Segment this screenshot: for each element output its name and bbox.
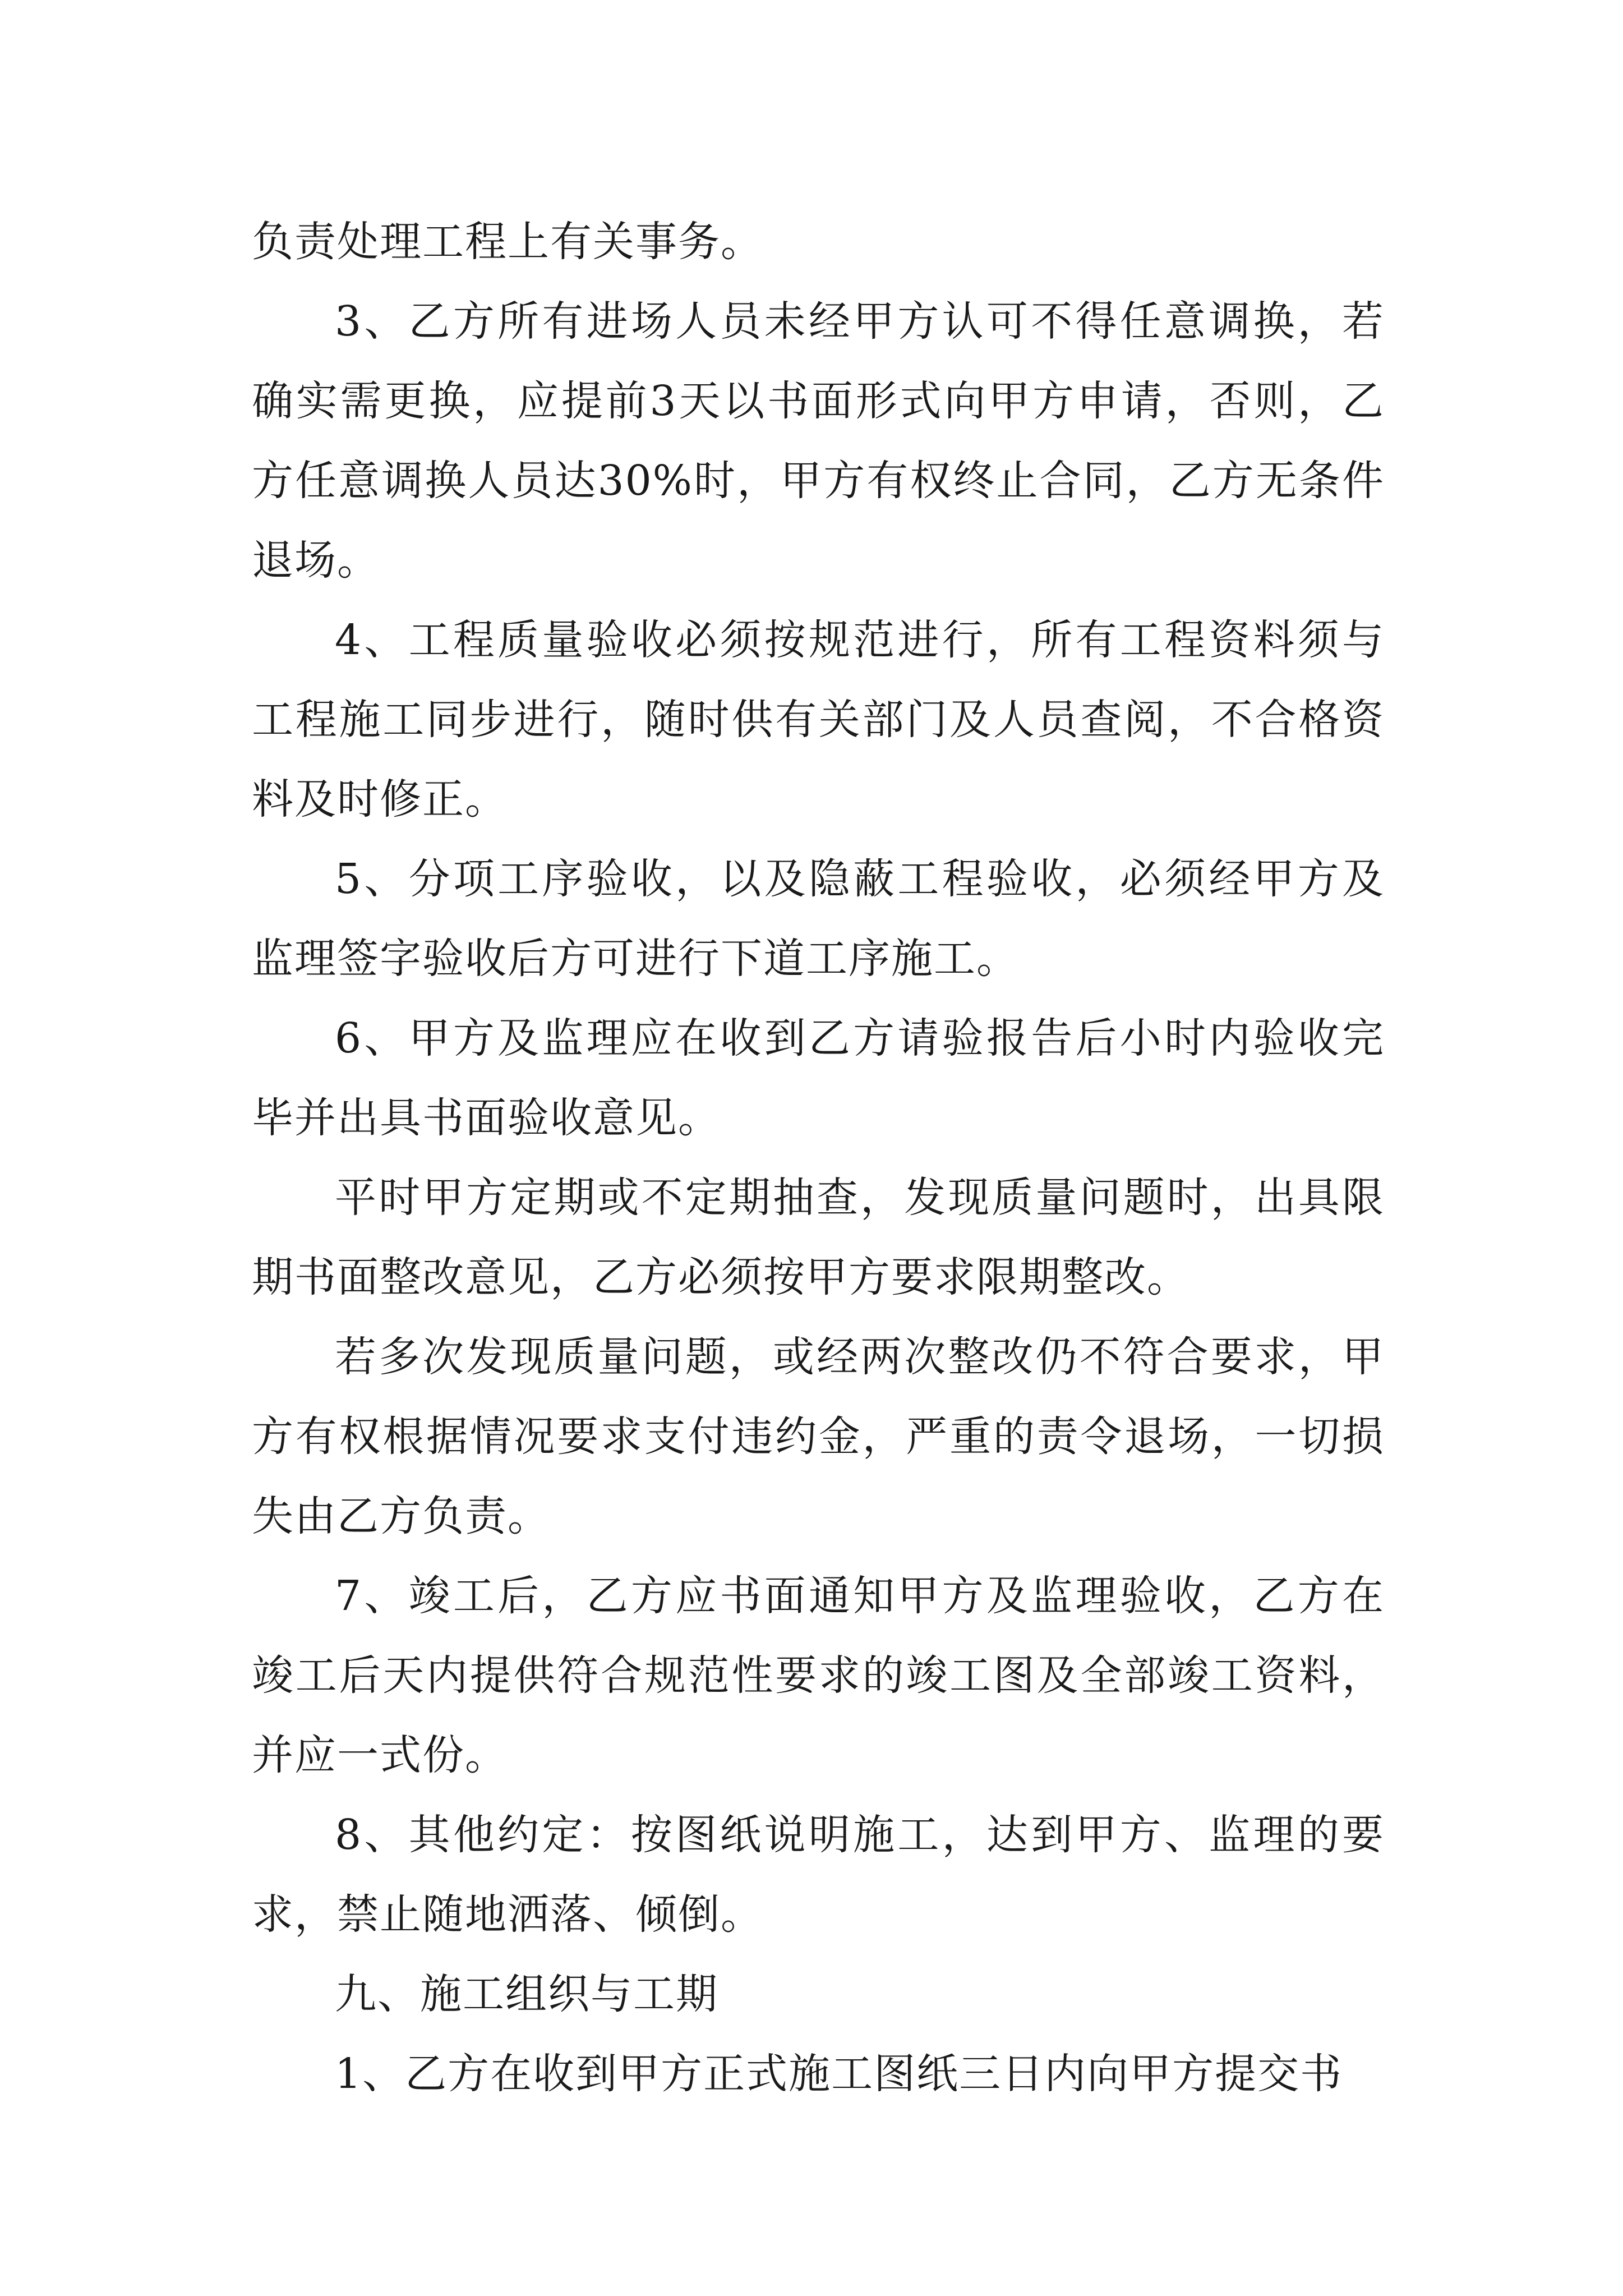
paragraph-clause-6: 6、甲方及监理应在收到乙方请验报告后小时内验收完毕并出具书面验收意见。: [252, 1014, 1385, 1142]
paragraph-clause-4: 4、工程质量验收必须按规范进行，所有工程资料须与工程施工同步进行，随时供有关部门及人员查阅，不合格资料及时修正。: [252, 616, 1385, 823]
paragraph-penalty: 若多次发现质量问题，或经两次整改仍不符合要求，甲方有权根据情况要求支付违约金，严重的责令退场，一切损失由乙方负责。: [252, 1333, 1385, 1540]
paragraph-clause-7: 7、竣工后，乙方应书面通知甲方及监理验收，乙方在竣工后天内提供符合规范性要求的竣工图及全部竣工资料，并应一式份。: [252, 1572, 1385, 1779]
document-body: [252, 202, 1385, 2114]
paragraph-schedule-clause-1: 1、乙方在收到甲方正式施工图纸三日内向甲方提交书: [335, 2050, 1343, 2098]
paragraph-clause-3: 3、乙方所有进场人员未经甲方认可不得任意调换，若确实需更换，应提前3天以书面形式向甲方申请，否则，乙方任意调换人员达30%时，甲方有权终止合同，乙方无条件退场。: [252, 297, 1385, 585]
paragraph-continuation: 负责处理工程上有关事务。: [252, 218, 763, 266]
paragraph-spot-check: 平时甲方定期或不定期抽查，发现质量问题时，出具限期书面整改意见，乙方必须按甲方要求限期整改。: [252, 1174, 1385, 1301]
section-heading-construction-schedule: 九、施工组织与工期: [335, 1970, 718, 2018]
paragraph-clause-8: 8、其他约定：按图纸说明施工，达到甲方、监理的要求，禁止随地洒落、倾倒。: [252, 1811, 1385, 1939]
paragraph-clause-5: 5、分项工序验收，以及隐蔽工程验收，必须经甲方及监理签字验收后方可进行下道工序施工。: [252, 855, 1385, 983]
